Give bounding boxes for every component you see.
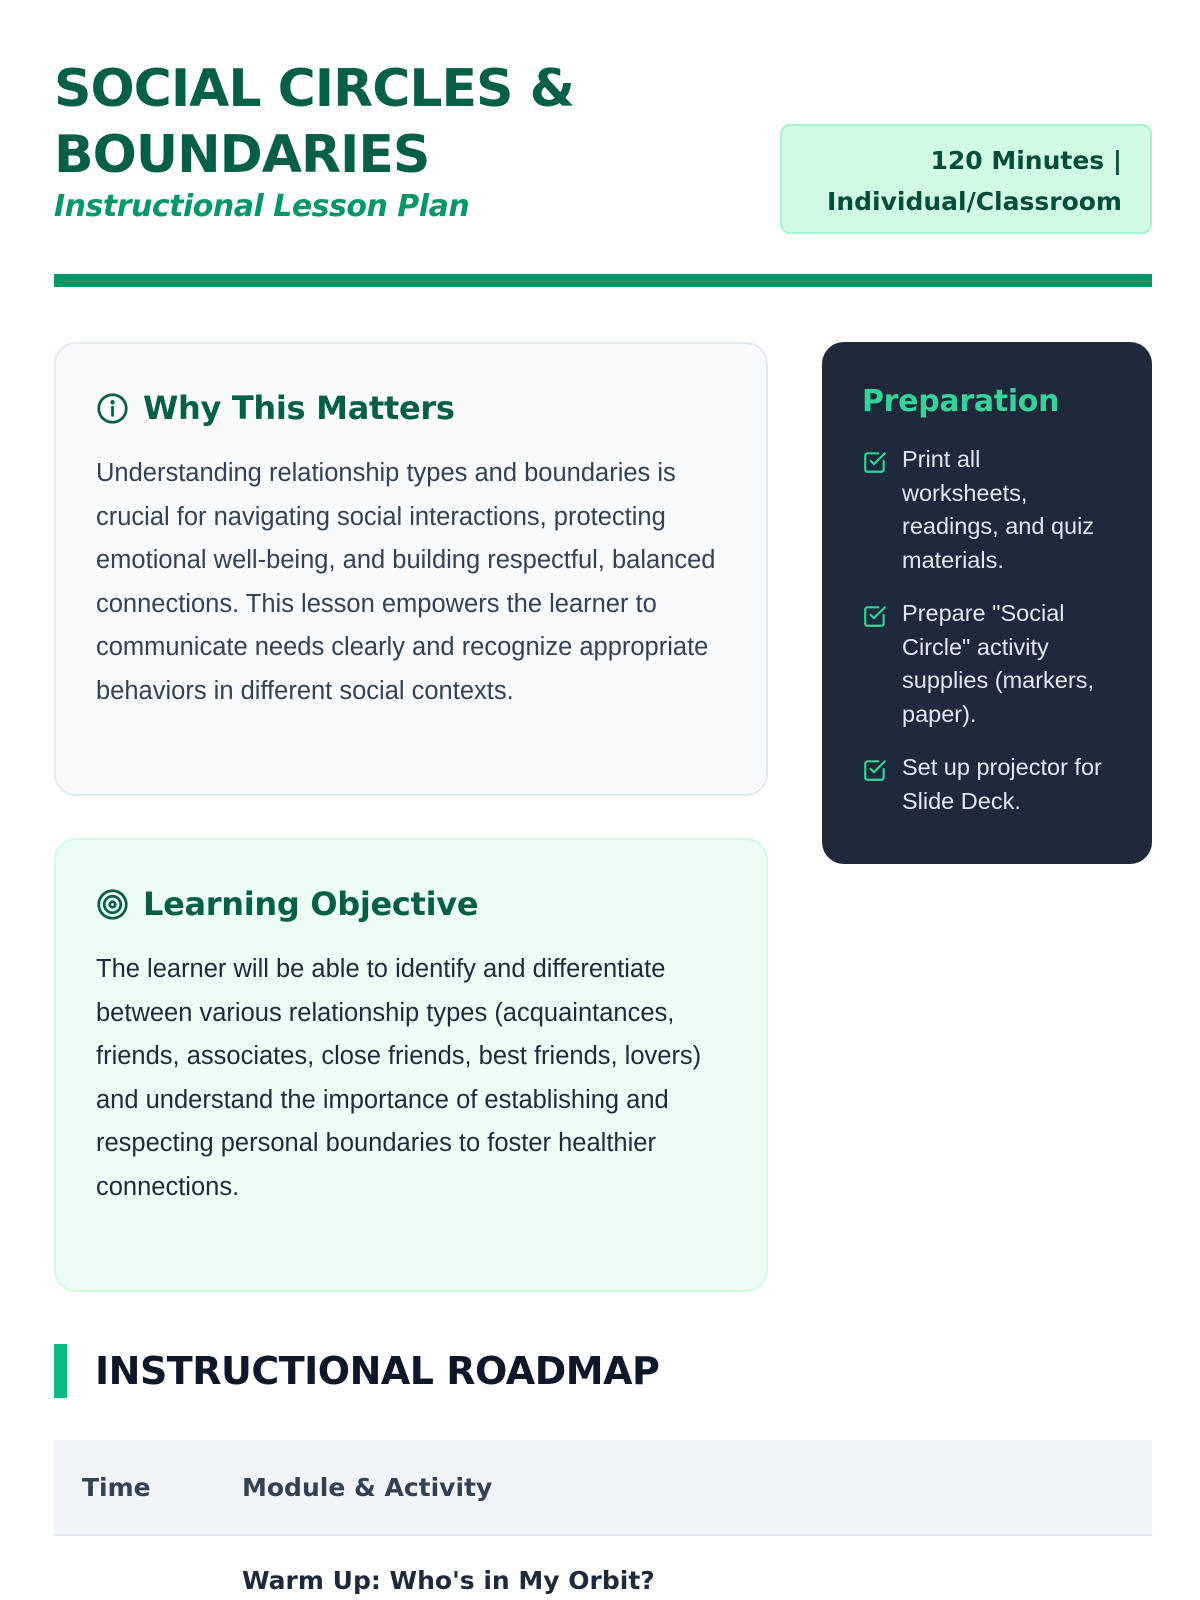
preparation-item [862, 443, 1112, 577]
learning-objective-card [54, 838, 768, 1292]
row-activity: Warm Up: Who's in My Orbit? [242, 1566, 655, 1595]
preparation-item [862, 597, 1112, 731]
preparation-item [862, 751, 1112, 818]
preparation-item-text: Prepare "Social Circle" activity supplies (markers, paper). [902, 600, 1094, 727]
roadmap-heading [54, 1344, 659, 1398]
objective-body: The learner will be able to identify and differentiate between various relationship types (acquaintances, friends, associates, close friends, best friends, lovers) and understand the importance of establishing and respecting personal boundaries to foster healthier connections. [96, 955, 702, 1201]
checkbox-checked-icon [862, 449, 888, 475]
table-row [54, 1536, 1152, 1600]
why-body: Understanding relationship types and boundaries is crucial for navigating social interactions, protecting emotional well-being, and building respectful, balanced connections. This lesson empowers the learner to communicate needs clearly and recognize appropriate behaviors in different social contexts. [96, 459, 716, 705]
why-this-matters-card [54, 342, 768, 796]
lesson-plan-page [54, 0, 1152, 1600]
preparation-item-text: Set up projector for Slide Deck. [902, 754, 1102, 814]
table-header [54, 1440, 1152, 1536]
header [54, 56, 1152, 246]
preparation-panel [822, 342, 1152, 864]
column-header-time: Time [82, 1472, 151, 1502]
preparation-item-text: Print all worksheets, readings, and quiz materials. [902, 446, 1095, 573]
preparation-title: Preparation [862, 384, 1060, 419]
checkbox-checked-icon [862, 603, 888, 629]
page-subtitle: Instructional Lesson Plan [54, 189, 470, 224]
objective-title: Learning Objective [143, 885, 479, 923]
roadmap-table [54, 1440, 1152, 1600]
why-title: Why This Matters [143, 389, 455, 427]
roadmap-accent-bar [54, 1344, 67, 1398]
column-header-module: Module & Activity [242, 1472, 493, 1502]
target-icon [96, 888, 129, 921]
row-time [54, 1566, 242, 1600]
info-icon [96, 392, 129, 425]
roadmap-title: INSTRUCTIONAL ROADMAP [95, 1349, 660, 1393]
page-title: SOCIAL CIRCLES & BOUNDARIES [54, 59, 574, 185]
duration-badge: 120 Minutes | Individual/Classroom [780, 124, 1152, 234]
checkbox-checked-icon [862, 757, 888, 783]
preparation-list [862, 443, 1112, 818]
header-divider [54, 274, 1152, 287]
